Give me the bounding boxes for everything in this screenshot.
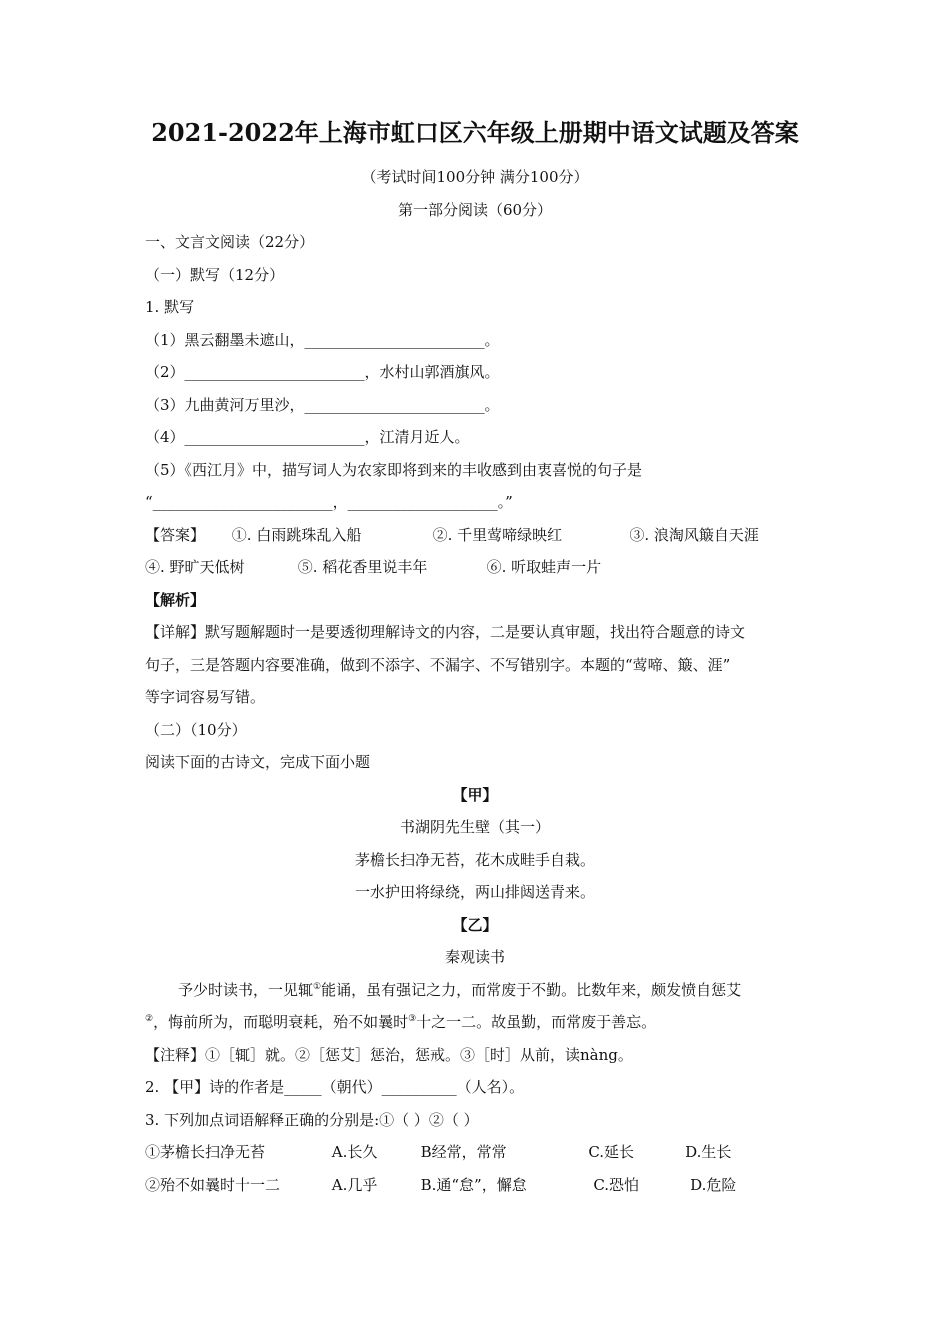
detail-line: 等字词容易写错。 bbox=[145, 688, 266, 706]
question-3: 3. 下列加点词语解释正确的分别是:①（ ）②（ ） bbox=[145, 1111, 479, 1129]
answer-item: ⑥. 听取蛙声一片 bbox=[486, 558, 602, 576]
answer-item: ②. 千里莺啼绿映红 bbox=[432, 526, 563, 544]
option-a: A.几乎 bbox=[331, 1176, 378, 1194]
option-c: C.恐怕 bbox=[593, 1176, 640, 1194]
subsection-heading: （二）（10分） bbox=[145, 721, 247, 739]
prose-line: ②，悔前所为，而聪明衰耗，殆不如曩时③十之一二。故虽勤，而常废于善忘。 bbox=[145, 1013, 657, 1031]
subsection-heading: （一）默写（12分） bbox=[145, 266, 285, 284]
detail-line: 句子，三是答题内容要准确，做到不添字、不漏字、不写错别字。本题的“莺啼、簸、涯” bbox=[145, 656, 731, 674]
option-b: B经常，常常 bbox=[420, 1143, 507, 1161]
answer-line-1 bbox=[145, 525, 759, 545]
section-heading: 一、文言文阅读（22分） bbox=[145, 233, 315, 251]
poem-line: 一水护田将绿绕，两山排闼送青来。 bbox=[354, 883, 595, 901]
answer-item: ①. 白雨跳珠乱入船 bbox=[231, 526, 362, 544]
prose-title: 秦观读书 bbox=[444, 948, 505, 966]
option-c: C.延长 bbox=[588, 1143, 635, 1161]
question-1: 1. 默写 bbox=[145, 298, 195, 316]
analysis-label: 【解析】 bbox=[145, 591, 206, 609]
question-1-3: （3）九曲黄河万里沙，________________________。 bbox=[145, 396, 500, 414]
option-b: B.通“怠”，懈怠 bbox=[420, 1176, 527, 1194]
text-label-yi: 【乙】 bbox=[452, 916, 498, 934]
exam-info: （考试时间100分钟 满分100分） bbox=[361, 168, 589, 186]
answer-line-2 bbox=[145, 557, 601, 577]
notes: 【注释】①［辄］就。②［惩艾］惩治，惩戒。③［时］从前，读nàng。 bbox=[145, 1046, 633, 1064]
poem-title: 书湖阴先生壁（其一） bbox=[399, 818, 550, 836]
question-1-4: （4）________________________，江清月近人。 bbox=[145, 428, 470, 446]
poem-line: 茅檐长扫净无苔，花木成畦手自栽。 bbox=[354, 851, 595, 869]
reading-instruction: 阅读下面的古诗文，完成下面小题 bbox=[145, 753, 371, 771]
page-title: 2021-2022年上海市虹口区六年级上册期中语文试题及答案 bbox=[151, 118, 799, 147]
question-3-option-row bbox=[145, 1142, 731, 1162]
option-stem: ①茅檐长扫净无苔 bbox=[145, 1143, 266, 1161]
prose-line: 予少时读书，一见辄①能诵，虽有强记之力，而常废于不勤。比数年来，颇发愤自惩艾 bbox=[178, 981, 742, 999]
option-a: A.长久 bbox=[331, 1143, 378, 1161]
part-heading: 第一部分阅读（60分） bbox=[397, 201, 553, 219]
option-d: D.危险 bbox=[690, 1176, 737, 1194]
question-1-2: （2）________________________，水村山郭酒旗风。 bbox=[145, 363, 500, 381]
answer-item: ⑤. 稻花香里说丰年 bbox=[297, 558, 428, 576]
option-d: D.生长 bbox=[685, 1143, 732, 1161]
answer-item: ③. 浪淘风簸自天涯 bbox=[629, 526, 759, 544]
question-3-option-row bbox=[145, 1175, 736, 1195]
detail-line: 【详解】默写题解题时一是要透彻理解诗文的内容，二是要认真审题，找出符合题意的诗文 bbox=[145, 623, 746, 641]
text-label-jia: 【甲】 bbox=[452, 786, 498, 804]
question-2: 2. 【甲】诗的作者是_____（朝代）__________（人名）。 bbox=[145, 1078, 525, 1096]
question-1-5: （5）《西江月》中，描写词人为农家即将到来的丰收感到由衷喜悦的句子是 bbox=[145, 461, 643, 479]
option-stem: ②殆不如曩时十一二 bbox=[145, 1176, 281, 1194]
answer-item: ④. 野旷天低树 bbox=[145, 558, 245, 576]
question-1-5-blanks: “________________________，____________________。” bbox=[145, 493, 513, 511]
question-1-1: （1）黑云翻墨未遮山，________________________。 bbox=[145, 331, 500, 349]
answer-label: 【答案】 bbox=[145, 526, 206, 544]
